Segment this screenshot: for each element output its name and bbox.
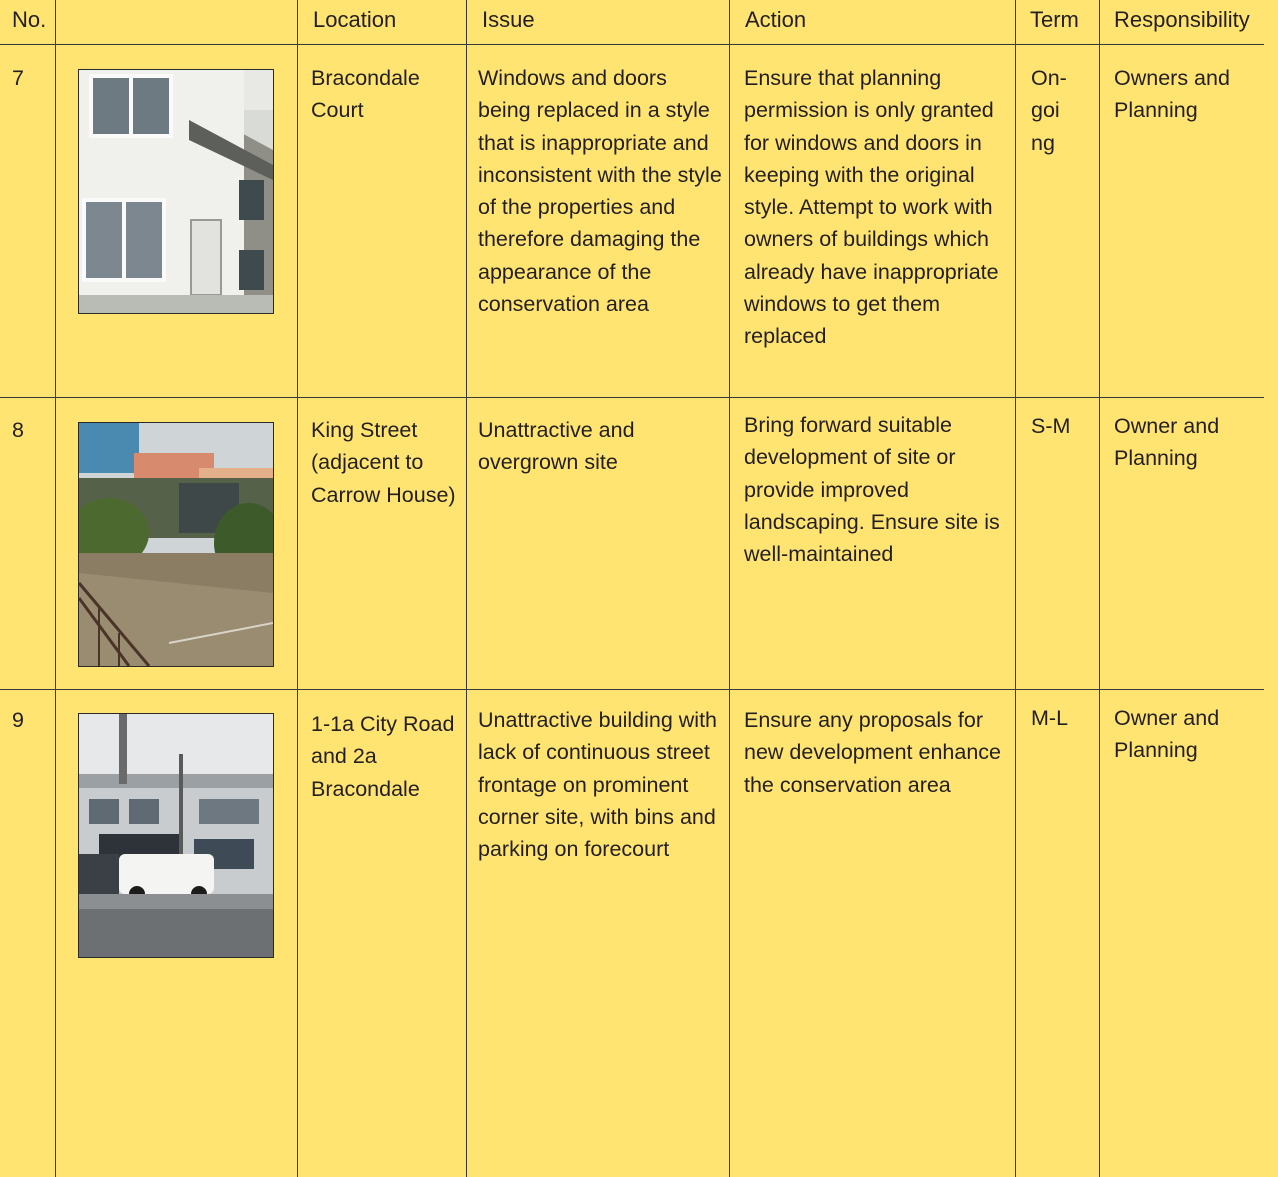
row-number: 9 [12, 708, 24, 732]
column-divider [466, 0, 467, 1177]
row-divider [0, 397, 1264, 398]
site-photo-image [79, 714, 273, 957]
column-divider [1099, 0, 1100, 1177]
action-cell: Ensure any proposals for new development enhance the conservation area [744, 708, 1001, 797]
term-cell: M-L [1031, 706, 1069, 730]
header-divider [0, 44, 1264, 45]
row-number: 8 [12, 418, 24, 442]
header-issue: Issue [482, 7, 535, 32]
responsibility-cell: Owners and Planning [1114, 66, 1230, 123]
term-cell: On-going [1031, 66, 1067, 155]
location-cell: Bracondale Court [311, 66, 420, 123]
column-divider [729, 0, 730, 1177]
location-cell: King Street (adjacent to Carrow House) [311, 418, 456, 507]
site-photo [78, 69, 274, 314]
header-location: Location [313, 7, 397, 32]
action-cell: Ensure that planning permission is only granted for windows and doors in keeping with the original style. Attempt to work with owners of buildings which already have inappropriate windows to get them replaced [744, 66, 999, 349]
site-photo [78, 422, 274, 667]
row-divider [0, 689, 1264, 690]
action-cell: Bring forward suitable development of site or provide improved landscaping. Ensure site is well-maintained [744, 413, 1000, 567]
issue-cell: Unattractive and overgrown site [478, 418, 635, 475]
responsibility-cell: Owner and Planning [1114, 706, 1220, 763]
responsibility-cell: Owner and Planning [1114, 414, 1220, 471]
site-photo [78, 713, 274, 958]
header-responsibility: Responsibility [1114, 7, 1250, 32]
issue-cell: Windows and doors being replaced in a style that is inappropriate and inconsistent with the style of the properties and therefore damaging the appearance of the conservation area [478, 66, 722, 317]
location-cell: 1-1a City Road and 2a Bracondale [311, 712, 455, 801]
site-photo-image [79, 70, 273, 313]
term-cell: S-M [1031, 414, 1071, 438]
column-divider [297, 0, 298, 1177]
issue-cell: Unattractive building with lack of continuous street frontage on prominent corner site, with bins and parking on forecourt [478, 708, 718, 862]
header-no: No. [12, 7, 47, 32]
column-divider [1015, 0, 1016, 1177]
site-photo-image [79, 423, 273, 666]
row-number: 7 [12, 66, 24, 90]
header-term: Term [1030, 7, 1079, 32]
column-divider [55, 0, 56, 1177]
header-action: Action [745, 7, 807, 32]
